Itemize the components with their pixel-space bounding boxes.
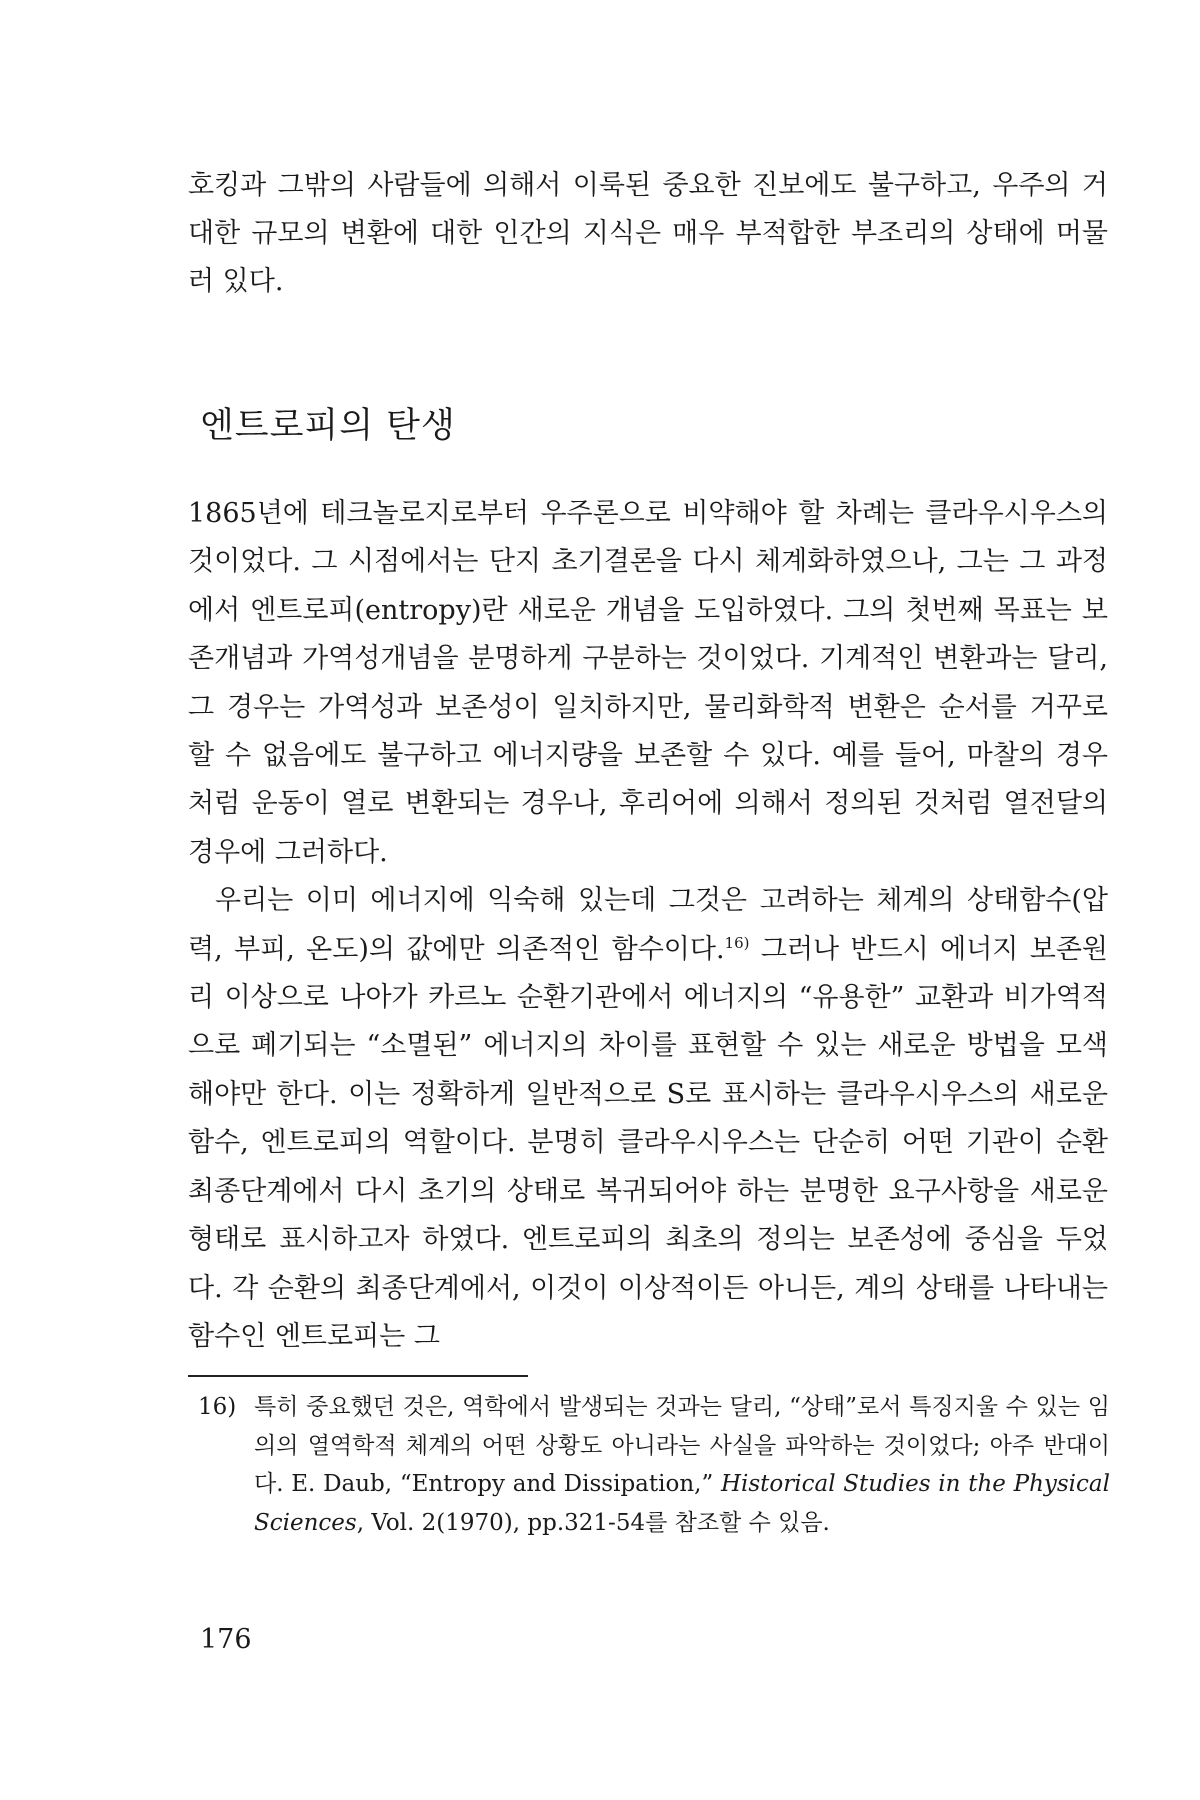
paragraph-energy	[188, 877, 1108, 1361]
footnote-text-part-b: , Vol. 2(1970), pp.321-54를 참조할 수 있음.	[356, 1509, 830, 1536]
footnote-number: 16)	[198, 1394, 237, 1420]
section-title: 엔트로피의 탄생	[200, 406, 456, 446]
footnote	[198, 1388, 1110, 1542]
footnote-journal-title: Historical Studies in the Physical Sciences	[254, 1471, 1110, 1536]
paragraph-clausius: 1865년에 테크놀로지로부터 우주론으로 비약해야 할 차례는 클라우시우스의 것이었다. 그 시점에서는 단지 초기결론을 다시 체계화하였으나, 그는 그 과정에서 엔트로피(entropy)란 새로운 개념을 도입하였다. 그의 첫번째 목표는 보존개념과 가역성개념을 분명하게 구분하는 것이었다. 기계적인 변환과는 달리, 그 경우는 가역성과 보존성이 일치하지만, 물리화학적 변환은 순서를 거꾸로 할 수 없음에도 불구하고 에너지량을 보존할 수 있다. 예를 들어, 마찰의 경우처럼 운동이 열로 변환되는 경우나, 후리어에 의해서 정의된 것처럼 열전달의 경우에 그러하다.	[188, 498, 1108, 868]
footnote-divider	[188, 1375, 528, 1377]
body-text	[188, 490, 1108, 1361]
intro-paragraph: 호킹과 그밖의 사람들에 의해서 이룩된 중요한 진보에도 불구하고, 우주의 거대한 규모의 변환에 대한 인간의 지식은 매우 부적합한 부조리의 상태에 머물러 있다.	[188, 170, 1108, 297]
footnote-text-part-a: 특히 중요했던 것은, 역학에서 발생되는 것과는 달리, “상태”로서 특징지울 수 있는 임의의 열역학적 체계의 어떤 상황도 아니라는 사실을 파악하는 것이었다; 아주 반대이다. E. Daub, “Entropy and Dissipation,”	[254, 1394, 1110, 1497]
footnote-text	[254, 1388, 1110, 1542]
footnote-reference: 16)	[724, 933, 750, 952]
page-number: 176	[200, 1624, 252, 1655]
paragraph-energy-part-a: 우리는 이미 에너지에 익숙해 있는데 그것은 고려하는 체계의 상태함수(압력, 부피, 온도)의 값에만 의존적인 함수이다.	[188, 885, 1108, 965]
paragraph-energy-part-b: 그러나 반드시 에너지 보존원리 이상으로 나아가 카르노 순환기관에서 에너지의 “유용한” 교환과 비가역적으로 폐기되는 “소멸된” 에너지의 차이를 표현할 수 있는 새로운 방법을 모색해야만 한다. 이는 정확하게 일반적으로 S로 표시하는 클라우시우스의 새로운 함수, 엔트로피의 역할이다. 분명히 클라우시우스는 단순히 어떤 기관이 순환 최종단계에서 다시 초기의 상태로 복귀되어야 하는 분명한 요구사항을 새로운 형태로 표시하고자 하였다. 엔트로피의 최초의 정의는 보존성에 중심을 두었다. 각 순환의 최종단계에서, 이것이 이상적이든 아니든, 계의 상태를 나타내는 함수인 엔트로피는 그	[188, 933, 1108, 1352]
